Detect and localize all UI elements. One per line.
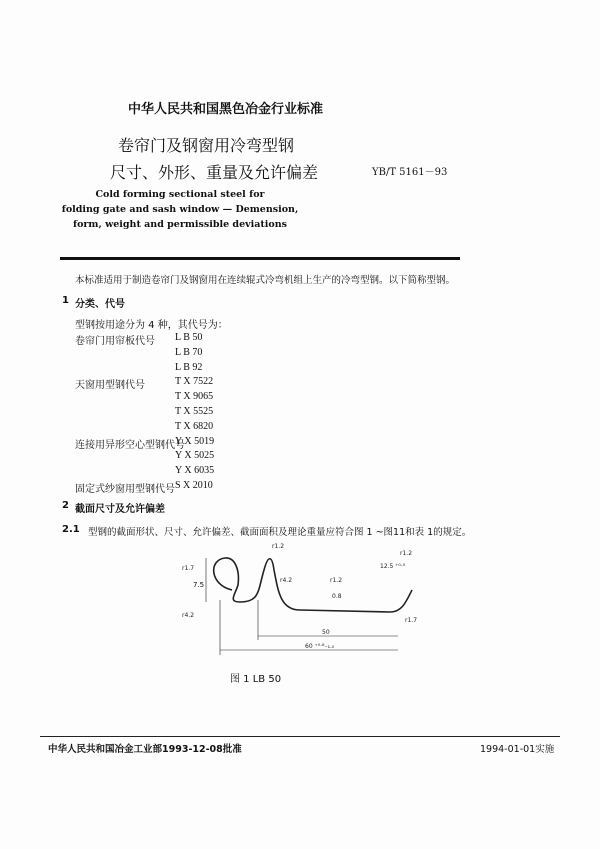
code-row-label: 连接用异形空心型钢代号 — [75, 439, 185, 451]
code-row-code: T X 7522 — [175, 376, 214, 388]
label-r12-mid: r1.2 — [330, 577, 343, 584]
dim-60: 60 ⁺⁰·⁸₋₁.₀ — [305, 643, 335, 650]
footer-issuer: 中华人民共和国冶金工业部1993-12-08批准 — [48, 744, 242, 755]
code-row-label: 天窗用型钢代号 — [75, 380, 145, 392]
section-1-number: 1 — [62, 295, 69, 306]
label-r42-left: r4.2 — [182, 612, 195, 619]
label-r17-right: r1.7 — [405, 617, 418, 624]
label-r12-right: r1.2 — [400, 550, 413, 557]
title-en-3: form, weight and permissible deviations — [72, 219, 287, 230]
code-row-code: T X 5525 — [175, 406, 214, 417]
label-r42-mid: r4.2 — [280, 577, 293, 584]
code-row-code: L B 70 — [175, 346, 203, 358]
label-r12-top: r1.2 — [272, 543, 285, 550]
dim-12-5: 12.5 ⁺⁰·⁵ — [380, 563, 406, 570]
section-2-title: 截面尺寸及允许偏差 — [75, 504, 165, 515]
figure-caption: 图 1 LB 50 — [230, 674, 282, 685]
title-en-2: folding gate and sash window — Demension, — [61, 204, 299, 215]
code-row-code: S X 2010 — [175, 480, 213, 491]
code-row-code: T X 6820 — [175, 420, 214, 432]
code-row-code: Y X 5019 — [175, 435, 215, 447]
dim-50: 50 — [322, 629, 330, 636]
footer-rule — [40, 736, 560, 737]
code-row-code: L B 50 — [175, 332, 203, 343]
section-2-1-text: 型钢的截面形状、尺寸、允许偏差、截面面积及理论重量应符合图 1 ~图11和表 1的规定。 — [88, 527, 472, 538]
label-r17-left: r1.7 — [182, 565, 195, 572]
title-cn-1: 卷帘门及钢窗用冷弯型钢 — [118, 136, 295, 155]
code-row-code: L B 92 — [175, 361, 203, 373]
section-2-number: 2 — [62, 500, 69, 511]
intro-text: 本标准适用于制造卷帘门及钢窗用在连续辊式冷弯机组上生产的冷弯型钢。以下简称型钢。 — [75, 275, 456, 286]
title-cn-2: 尺寸、外形、重量及允许偏差 — [110, 163, 319, 182]
dim-7-5: 7.5 — [193, 581, 205, 589]
section-1-lead: 型钢按用途分为 4 种，其代号为： — [75, 320, 228, 331]
title-en-1: Cold forming sectional steel for — [95, 189, 265, 200]
code-row-code: Y X 5025 — [175, 450, 215, 462]
header-rule — [60, 257, 460, 260]
dim-0-8: 0.8 — [332, 593, 342, 600]
footer-effective: 1994-01-01实施 — [480, 744, 555, 755]
org-standard: 中华人民共和国黑色冶金行业标准 — [128, 102, 324, 117]
standard-code: YB/T 5161－93 — [372, 167, 448, 178]
code-row-label: 卷帘门用帘板代号 — [75, 336, 155, 347]
code-row-code: T X 9065 — [175, 391, 214, 403]
section-2-1-number: 2.1 — [62, 524, 80, 535]
code-row-label: 固定式纱窗用型钢代号 — [75, 484, 175, 495]
figure-lb50-drawing — [180, 540, 420, 660]
code-row-code: Y X 6035 — [175, 465, 215, 477]
section-1-title: 分类、代号 — [75, 299, 125, 310]
